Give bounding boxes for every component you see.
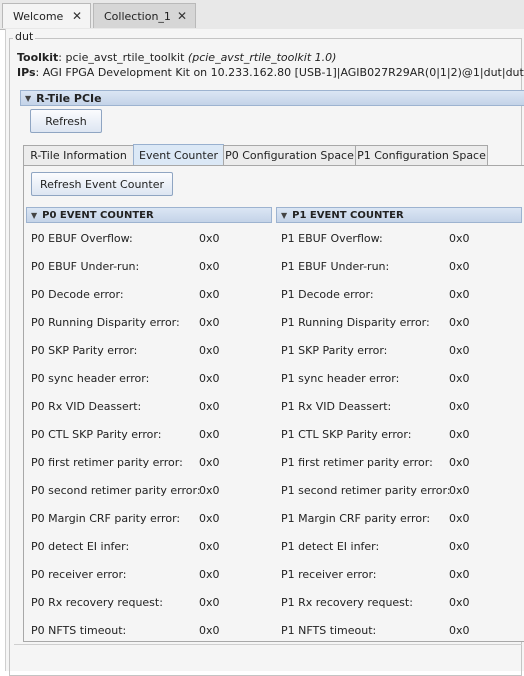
- tab-welcome[interactable]: [2, 3, 91, 28]
- p1-counter-value: 0x0: [449, 540, 470, 553]
- p1-counter-value: 0x0: [449, 232, 470, 245]
- section-header-rtile-pcie[interactable]: [20, 90, 524, 106]
- p0-counter-value: 0x0: [199, 568, 220, 581]
- p1-counter-value: 0x0: [449, 344, 470, 357]
- p0-counter-value: 0x0: [199, 512, 220, 525]
- divider: [14, 644, 522, 645]
- tab-label: Event Counter: [139, 148, 218, 162]
- tab-event-counter[interactable]: [133, 144, 224, 165]
- p0-counter-label: P0 first retimer parity error:: [31, 456, 183, 469]
- p1-counter-label: P1 first retimer parity error:: [281, 456, 433, 469]
- p1-counter-value: 0x0: [449, 512, 470, 525]
- p1-counter-label: P1 Decode error:: [281, 288, 374, 301]
- p1-counter-value: 0x0: [449, 568, 470, 581]
- p0-counter-label: P0 Running Disparity error:: [31, 316, 180, 329]
- p1-counter-value: 0x0: [449, 456, 470, 469]
- p1-counter-label: P1 CTL SKP Parity error:: [281, 428, 412, 441]
- p0-counter-label: P0 EBUF Overflow:: [31, 232, 133, 245]
- p1-counter-label: P1 Rx VID Deassert:: [281, 400, 392, 413]
- p0-counter-value: 0x0: [199, 456, 220, 469]
- p0-counter-value: 0x0: [199, 400, 220, 413]
- p1-counter-value: 0x0: [449, 400, 470, 413]
- p0-counter-label: P0 detect EI infer:: [31, 540, 130, 553]
- collection-panel: [5, 29, 524, 671]
- p0-counter-value: 0x0: [199, 316, 220, 329]
- p0-counter-label: P0 SKP Parity error:: [31, 344, 138, 357]
- p1-counter-label: P1 sync header error:: [281, 372, 400, 385]
- p0-counter-value: 0x0: [199, 232, 220, 245]
- p1-counter-value: 0x0: [449, 596, 470, 609]
- p1-counter-label: P1 Rx recovery request:: [281, 596, 413, 609]
- p0-counter-label: P0 receiver error:: [31, 568, 127, 581]
- p0-counter-label: P0 CTL SKP Parity error:: [31, 428, 162, 441]
- p0-counter-value: 0x0: [199, 372, 220, 385]
- p0-title: P0 EVENT COUNTER: [42, 209, 154, 221]
- ips-value: AGI FPGA Development Kit on 10.233.162.80 [USB-1]|AGIB027R29AR(0|1|2)@1|dut|dut: [42, 66, 524, 79]
- p0-counter-value: 0x0: [199, 484, 220, 497]
- p0-event-counter-header[interactable]: [26, 207, 272, 223]
- tab-collection-1[interactable]: [93, 3, 196, 28]
- p1-counter-label: P1 detect EI infer:: [281, 540, 380, 553]
- tab-p0-configuration-space[interactable]: [223, 145, 356, 165]
- tab-p1-configuration-space[interactable]: [355, 145, 488, 165]
- toolkit-label: Toolkit: [17, 51, 59, 64]
- p1-counter-label: P1 NFTS timeout:: [281, 624, 377, 637]
- toolkit-line: Toolkit: pcie_avst_rtile_toolkit (pcie_avst_rtile_toolkit 1.0): [17, 51, 337, 64]
- p0-counter-value: 0x0: [199, 428, 220, 441]
- p0-counter-value: 0x0: [199, 344, 220, 357]
- p0-counter-value: 0x0: [199, 288, 220, 301]
- close-icon[interactable]: ✕: [71, 9, 82, 23]
- p0-counter-label: P0 EBUF Under-run:: [31, 260, 140, 273]
- tab-label: P1 Configuration Space: [357, 149, 486, 162]
- p1-counter-value: 0x0: [449, 316, 470, 329]
- refresh-event-counter-button[interactable]: Refresh Event Counter: [31, 172, 173, 196]
- tab-label: P0 Configuration Space: [225, 149, 354, 162]
- p0-counter-label: P0 sync header error:: [31, 372, 150, 385]
- p1-title: P1 EVENT COUNTER: [292, 209, 404, 221]
- p1-counter-label: P1 second retimer parity error:: [281, 484, 451, 497]
- p0-counter-value: 0x0: [199, 596, 220, 609]
- collapse-triangle-icon[interactable]: ▼: [281, 210, 288, 220]
- p1-counter-value: 0x0: [449, 288, 470, 301]
- toolkit-version: (pcie_avst_rtile_toolkit 1.0): [187, 51, 337, 64]
- document-tab-bar: [0, 0, 524, 30]
- p0-counter-label: P0 Margin CRF parity error:: [31, 512, 181, 525]
- tab-rtile-information[interactable]: [23, 145, 134, 165]
- p0-counter-value: 0x0: [199, 540, 220, 553]
- p0-counter-label: P0 NFTS timeout:: [31, 624, 127, 637]
- collapse-triangle-icon[interactable]: ▼: [25, 93, 32, 103]
- tab-label: R-Tile Information: [30, 149, 127, 162]
- p1-event-counter-header[interactable]: [276, 207, 522, 223]
- refresh-button[interactable]: Refresh: [30, 109, 102, 133]
- group-title: dut: [15, 30, 34, 43]
- p0-counter-label: P0 Decode error:: [31, 288, 124, 301]
- p1-counter-label: P1 SKP Parity error:: [281, 344, 388, 357]
- p0-counter-label: P0 Rx VID Deassert:: [31, 400, 142, 413]
- ips-label: IPs: [17, 66, 36, 79]
- ips-line: IPs: AGI FPGA Development Kit on 10.233.162.80 [USB-1]|AGIB027R29AR(0|1|2)@1|dut|dut: [17, 66, 524, 79]
- p1-counter-label: P1 EBUF Under-run:: [281, 260, 390, 273]
- close-icon[interactable]: ✕: [176, 9, 187, 23]
- p0-counter-value: 0x0: [199, 260, 220, 273]
- tab-welcome-label: Welcome: [13, 9, 64, 23]
- p1-counter-value: 0x0: [449, 428, 470, 441]
- tab-collection-label: Collection_1: [104, 9, 171, 23]
- p1-counter-value: 0x0: [449, 372, 470, 385]
- section-title: R-Tile PCIe: [36, 91, 102, 105]
- p1-counter-value: 0x0: [449, 484, 470, 497]
- p1-counter-value: 0x0: [449, 260, 470, 273]
- p0-counter-label: P0 second retimer parity error:: [31, 484, 201, 497]
- p1-counter-label: P1 EBUF Overflow:: [281, 232, 383, 245]
- p1-counter-value: 0x0: [449, 624, 470, 637]
- toolkit-name: pcie_avst_rtile_toolkit: [65, 51, 185, 64]
- p1-counter-label: P1 Running Disparity error:: [281, 316, 430, 329]
- p1-counter-label: P1 Margin CRF parity error:: [281, 512, 431, 525]
- p1-counter-label: P1 receiver error:: [281, 568, 377, 581]
- p0-counter-value: 0x0: [199, 624, 220, 637]
- p0-counter-label: P0 Rx recovery request:: [31, 596, 163, 609]
- collapse-triangle-icon[interactable]: ▼: [31, 210, 38, 220]
